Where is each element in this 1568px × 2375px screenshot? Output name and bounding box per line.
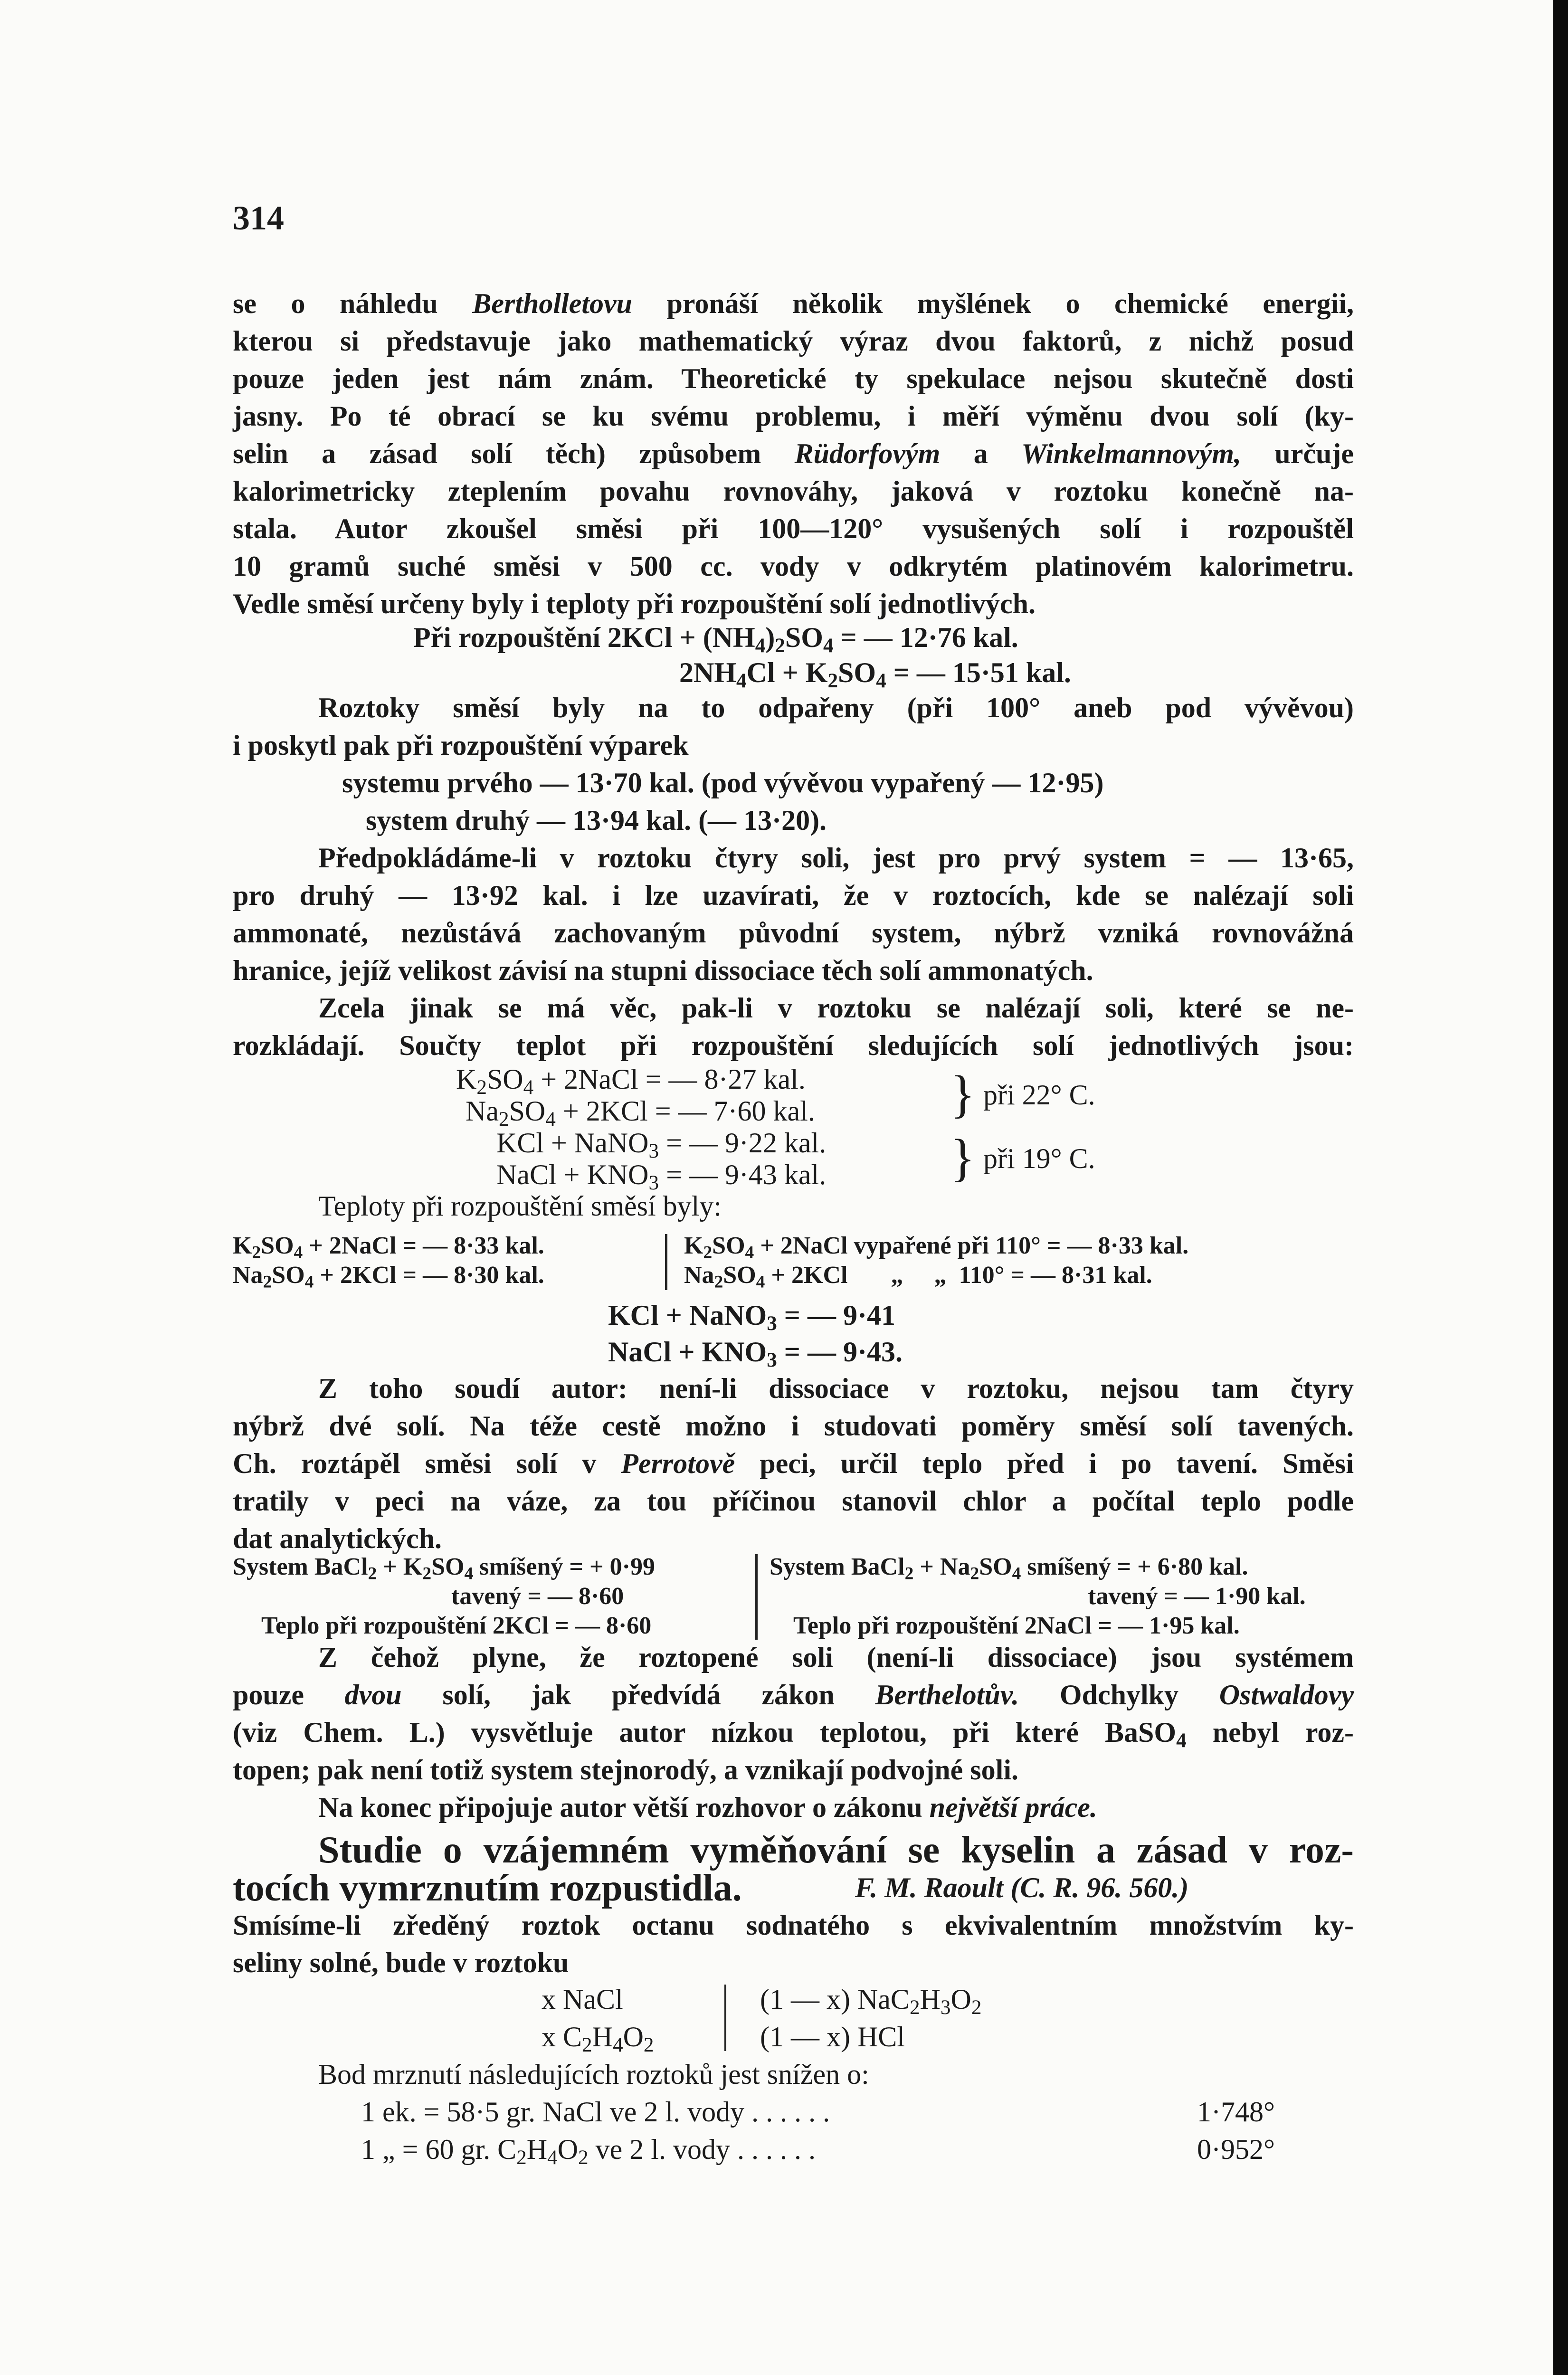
salt-sum: NaCl + $KNO_3$ = — 9·43 kal. (496, 1159, 827, 1194)
table-divider (755, 1554, 758, 1640)
mixture-sum: NaCl + $KNO_3$ = — 9·43. (608, 1336, 903, 1371)
text-line: rozkládají. Součty teplot při rozpouštění sledujících solí jednotlivých jsou: (233, 1030, 1354, 1061)
text-line: pro druhý — 13·92 kal. i lze uzavírati, že v roztocích, kde se nalézají soli (233, 880, 1354, 911)
mixture-left: $Na_2SO_4 + 2KCl$ = — 8·30 kal. (233, 1262, 544, 1292)
text-line: dat analytických. (233, 1523, 442, 1554)
composition-right: (1 — x) $NaC_2H_3O_2$ (760, 1984, 982, 2019)
equation: $2NH_4Cl + K_2SO_4$ = — 15·51 kal. (679, 657, 1071, 692)
salt-sum: $Na_2SO_4 + 2KCl$ = — 7·60 kal. (466, 1095, 815, 1130)
composition-left: x NaCl (542, 1984, 623, 2015)
text-line: Vedle směsí určeny byly i teploty při rozpouštění solí jednotlivých. (233, 588, 1036, 619)
result-line: system druhý — 13·94 kal. (— 13·20). (366, 805, 827, 836)
text-line: topen; pak není totiž system stejnorodý, a vznikají podvojné soli. (233, 1754, 1018, 1786)
text-line: kalorimetricky zteplením povahu rovnováhy, jaková v roztoku konečně na- (233, 475, 1354, 507)
text-line: stala. Autor zkoušel směsi při 100—120° vysušených solí i rozpouštěl (233, 513, 1354, 544)
mixture-right: $K_2SO_4$ + 2NaCl vypařené při 110° = — 8·33 kal. (684, 1232, 1189, 1263)
text-line: se o náhledu Bertholletovu pronáší několik myšlének o chemické energii, (233, 288, 1354, 319)
text-line: Zcela jinak se má věc, pak-li v roztoku se nalézají soli, které se ne- (318, 992, 1354, 1024)
fused-left: tavený = — 8·60 (451, 1583, 624, 1610)
heading-reference: F. M. Raoult (C. R. 96. 560.) (855, 1872, 1189, 1903)
freeze-row-label: 1 „ = 60 gr. $C_2H_4O_2$ ve 2 l. vody . . . . . . (361, 2134, 816, 2169)
text-line: hranice, jejíž velikost závisí na stupni dissociace těch solí ammonatých. (233, 955, 1093, 986)
result-line: systemu prvého — 13·70 kal. (pod vývěvou vypařený — 12·95) (342, 767, 1104, 798)
text-line: 10 gramů suché směsi v 500 cc. vody v odkrytém platinovém kalorimetru. (233, 551, 1354, 582)
text-line: seliny solné, bude v roztoku (233, 1947, 569, 1978)
text-line: (viz Chem. L.) vysvětluje autor nízkou teplotou, při které BaSO$_4$ nebyl roz- (233, 1717, 1354, 1752)
freeze-row-value: 1·748° (1197, 2096, 1275, 2128)
fused-right: Teplo při rozpouštění 2NaCl = — 1·95 kal. (793, 1612, 1240, 1639)
fused-left: Teplo při rozpouštění 2KCl = — 8·60 (261, 1612, 652, 1639)
composition-left: x $C_2H_4O_2$ (542, 2021, 654, 2056)
section-heading: tocích vymrznutím rozpustidla. (233, 1867, 742, 1909)
fused-right: System BaCl$_2$ + $Na_2SO_4$ smíšený = + 6·80 kal. (770, 1553, 1248, 1584)
text-line: tratily v peci na váze, za tou příčinou stanovil chlor a počítal teplo podle (233, 1485, 1354, 1517)
fused-right: tavený = — 1·90 kal. (1088, 1583, 1306, 1610)
freeze-row-value: 0·952° (1197, 2134, 1275, 2165)
salt-sum: KCl + NaNO$_3$ = — 9·22 kal. (496, 1127, 827, 1162)
text-line: selin a zásad solí těch) způsobem Rüdorfovým a Winkelmannovým, určuje (233, 438, 1354, 469)
table-divider (665, 1234, 667, 1290)
mixture-sum: KCl + NaNO$_3$ = — 9·41 (608, 1300, 895, 1335)
text-line: ammonaté, nezůstává zachovaným původní system, nýbrž vzniká rovnovážná (233, 917, 1354, 949)
section-label: Bod mrznutí následujících roztoků jest snížen o: (318, 2059, 869, 2090)
fused-left: System BaCl$_2$ + $K_2SO_4$ smíšený = + 0·99 (233, 1553, 656, 1584)
scan-edge (1553, 0, 1568, 2375)
section-label: Teploty při rozpouštění směsí byly: (318, 1190, 722, 1222)
text-line: pouze dvou solí, jak předvídá zákon Berthelotův. Odchylky Ostwaldovy (233, 1679, 1354, 1710)
salt-sum: $K_2SO_4$ + 2NaCl = — 8·27 kal. (456, 1064, 806, 1099)
text-line: pouze jeden jest nám znám. Theoretické ty spekulace nejsou skutečně dosti (233, 363, 1354, 394)
text-line: Smísíme-li zředěný roztok octanu sodnatého s ekvivalentním množstvím ky- (233, 1910, 1354, 1941)
text-line: Z čehož plyne, že roztopené soli (není-li dissociace) jsou systémem (318, 1642, 1354, 1673)
text-line: kterou si představuje jako mathematický výraz dvou faktorů, z nichž posud (233, 325, 1354, 357)
equation: Při rozpouštění $2KCl + (NH_4)_2SO_4$ = — 12·76 kal. (413, 622, 1018, 657)
text-line: i poskytl pak při rozpouštění výparek (233, 730, 689, 761)
mixture-left: $K_2SO_4$ + 2NaCl = — 8·33 kal. (233, 1232, 544, 1263)
temperature-label: při 22° C. (983, 1079, 1095, 1111)
mixture-right: $Na_2SO_4 + 2KCl$ „ „ 110° = — 8·31 kal. (684, 1262, 1152, 1292)
text-line: Roztoky směsí byly na to odpařeny (při 100° aneb pod vývěvou) (318, 692, 1354, 723)
text-line: Z toho soudí autor: není-li dissociace v roztoku, nejsou tam čtyry (318, 1373, 1354, 1404)
table-divider (724, 1985, 726, 2051)
text-line: Na konec připojuje autor větší rozhovor o zákonu největší práce. (318, 1792, 1097, 1823)
text-line: Předpokládáme-li v roztoku čtyry soli, jest pro prvý system = — 13·65, (318, 842, 1354, 874)
temperature-label: při 19° C. (983, 1143, 1095, 1174)
text-line: Ch. roztápěl směsi solí v Perrotově peci, určil teplo před i po tavení. Směsi (233, 1448, 1354, 1479)
text-line: nýbrž dvé solí. Na téže cestě možno i studovati poměry směsí solí tavených. (233, 1410, 1354, 1442)
section-heading: Studie o vzájemném vyměňování se kyselin a zásad v roz- (318, 1829, 1354, 1871)
brace: } (950, 1129, 975, 1187)
text-line: jasny. Po té obrací se ku svému problemu, i měří výměnu dvou solí (ky- (233, 400, 1354, 432)
composition-right: (1 — x) HCl (760, 2021, 905, 2052)
freeze-row-label: 1 ek. = 58·5 gr. NaCl ve 2 l. vody . . . . . . (361, 2096, 830, 2128)
brace: } (950, 1065, 975, 1123)
page-number: 314 (233, 199, 284, 237)
